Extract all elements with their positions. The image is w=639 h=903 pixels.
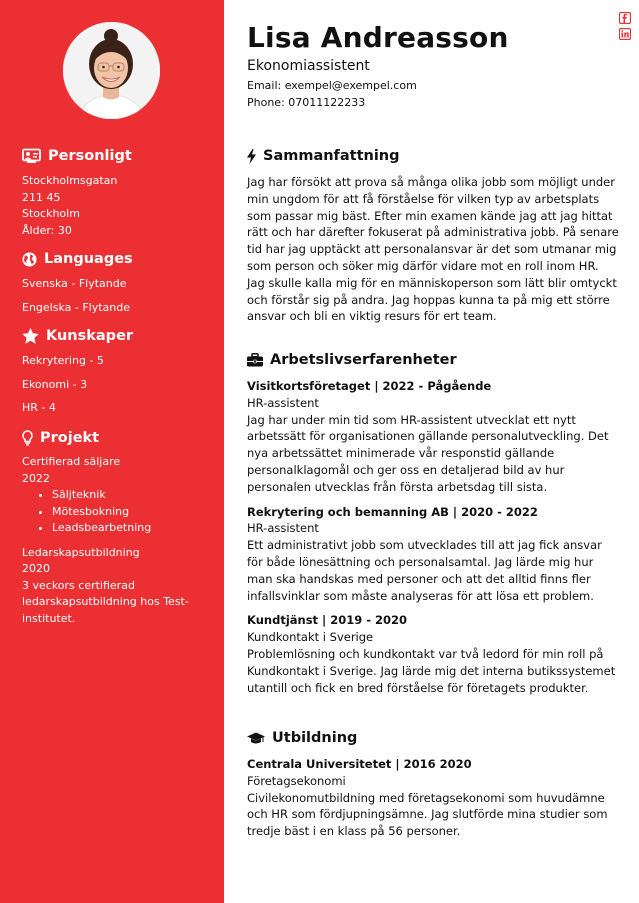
job-entry bbox=[247, 504, 619, 605]
experience-heading bbox=[247, 350, 619, 370]
facebook-icon[interactable] bbox=[619, 12, 631, 24]
languages-section bbox=[22, 249, 212, 316]
languages-heading-text: Languages bbox=[44, 251, 133, 267]
project-bullet: • Mötesbokning bbox=[52, 504, 212, 521]
project-bullet: • Leadsbearbetning bbox=[52, 520, 212, 537]
job-role: HR-assistent bbox=[247, 521, 319, 536]
lightbulb-icon bbox=[22, 430, 33, 446]
address-zip: 211 45 bbox=[22, 190, 61, 204]
education-entry bbox=[247, 756, 619, 840]
skills-heading bbox=[22, 326, 212, 346]
summary-heading bbox=[247, 146, 619, 166]
education-section bbox=[247, 728, 619, 840]
project-description: 3 veckors certifierad ledarskapsutbildning hos Test-institutet. bbox=[22, 578, 189, 625]
job-title: Rekrytering och bemanning AB | 2020 - 2022 bbox=[247, 504, 538, 519]
personal-heading-text: Personligt bbox=[48, 148, 132, 164]
sidebar bbox=[0, 0, 224, 903]
phone-line: Phone: 07011122233 bbox=[247, 96, 366, 109]
job-description: Problemlösning och kundkontakt var två ledord för min roll på Kundkontakt i Sverige. Jag lärde mig det interna butikssystemet utantill och fick en bred förståelse för företagets produkter. bbox=[247, 646, 616, 695]
projects-heading bbox=[22, 428, 212, 448]
summary-text: Jag har försökt att prova så många olika jobb som möjligt under min ungdom för att få förståelse för vilken typ av arbetsplats som passar mig bäst. Efter min examen kände jag att jag hittat rätt och har därefter fokuserat på administrativa jobb. På senare tid har jag upptäckt att personalansvar är det som utmanar mig som person och söker mig därför vidare mot en roll inom HR. Jag skulle kalla mig för en människoperson som lätt blir omtyckt och förstår sig på andra. Jag hoppas kunna ta på mig ett större ansvar och bli en viktig resurs för ert team. bbox=[247, 175, 619, 324]
project-bullets bbox=[22, 487, 212, 537]
personal-section bbox=[22, 146, 212, 239]
email-line: Email: exempel@exempel.com bbox=[247, 79, 417, 92]
skill-item: HR - 4 bbox=[22, 401, 56, 414]
project-bullet: • Säljteknik bbox=[52, 487, 212, 504]
job-role: HR-assistent bbox=[247, 395, 319, 410]
linkedin-icon[interactable] bbox=[619, 28, 631, 40]
education-heading-text: Utbildning bbox=[272, 730, 358, 746]
briefcase-icon bbox=[247, 353, 263, 367]
skill-item: Ekonomi - 3 bbox=[22, 377, 88, 391]
project-item bbox=[22, 545, 212, 628]
projects-heading-text: Projekt bbox=[40, 430, 100, 446]
job-entry bbox=[247, 378, 619, 496]
projects-section bbox=[22, 428, 212, 627]
graduation-cap-icon bbox=[247, 732, 265, 745]
job-title: Kundtjänst | 2019 - 2020 bbox=[247, 613, 408, 628]
person-role: Ekonomiassistent bbox=[247, 58, 370, 74]
skills-section bbox=[22, 326, 212, 417]
language-item: Svenska - Flytande bbox=[22, 277, 127, 290]
languages-heading bbox=[22, 249, 212, 269]
education-subject: Företagsekonomi bbox=[247, 773, 346, 788]
project-item bbox=[22, 454, 212, 537]
project-title: Certifierad säljare bbox=[22, 455, 121, 468]
star-icon bbox=[22, 328, 39, 344]
education-heading bbox=[247, 728, 619, 748]
address-street: Stockholmsgatan bbox=[22, 174, 118, 187]
education-description: Civilekonomutbildning med företagsekonomi som huvudämne och HR som fördjupningsämne. Jag slutförde mina studier som tredje bäst i en klass på 56 personer. bbox=[247, 790, 608, 839]
avatar bbox=[63, 22, 160, 119]
job-role: Kundkontakt i Sverige bbox=[247, 630, 374, 645]
summary-heading-text: Sammanfattning bbox=[263, 148, 400, 164]
project-year: 2020 bbox=[22, 562, 50, 575]
job-description: Ett administrativt jobb som utvecklades till att jag fick ansvar för både lönesättning och personalsamtal. Jag lärde mig hur man ska handskas med personer och att det alltid finns fler infallsvinklar som måste analyseras för att lösa ett problem. bbox=[247, 538, 602, 603]
skill-item: Rekrytering - 5 bbox=[22, 354, 104, 367]
personal-heading bbox=[22, 146, 212, 166]
language-item: Engelska - Flytande bbox=[22, 300, 131, 314]
project-title: Ledarskapsutbildning bbox=[22, 545, 140, 559]
person-name: Lisa Andreasson bbox=[247, 21, 509, 54]
experience-section bbox=[247, 350, 619, 696]
experience-heading-text: Arbetslivserfarenheter bbox=[270, 352, 457, 368]
address-city: Stockholm bbox=[22, 207, 80, 220]
bolt-icon bbox=[247, 149, 256, 164]
id-card-icon bbox=[22, 148, 41, 164]
age: Ålder: 30 bbox=[22, 223, 72, 237]
skills-heading-text: Kunskaper bbox=[46, 328, 134, 344]
summary-section bbox=[247, 146, 619, 325]
globe-icon bbox=[22, 252, 37, 267]
education-title: Centrala Universitetet | 2016 2020 bbox=[247, 757, 472, 771]
job-description: Jag har under min tid som HR-assistent utvecklat ett nytt arbetssätt för organisationen gällande personalutveckling. Det nya arbetssättet minimerade vår responstid gällande personalklagomål och ger oss en detaljerad bild av hur personalen utvecklas från första arbetsdag till sista. bbox=[247, 412, 609, 494]
job-entry bbox=[247, 612, 619, 696]
job-title: Visitkortsföretaget | 2022 - Pågående bbox=[247, 379, 492, 393]
project-year: 2022 bbox=[22, 471, 50, 485]
